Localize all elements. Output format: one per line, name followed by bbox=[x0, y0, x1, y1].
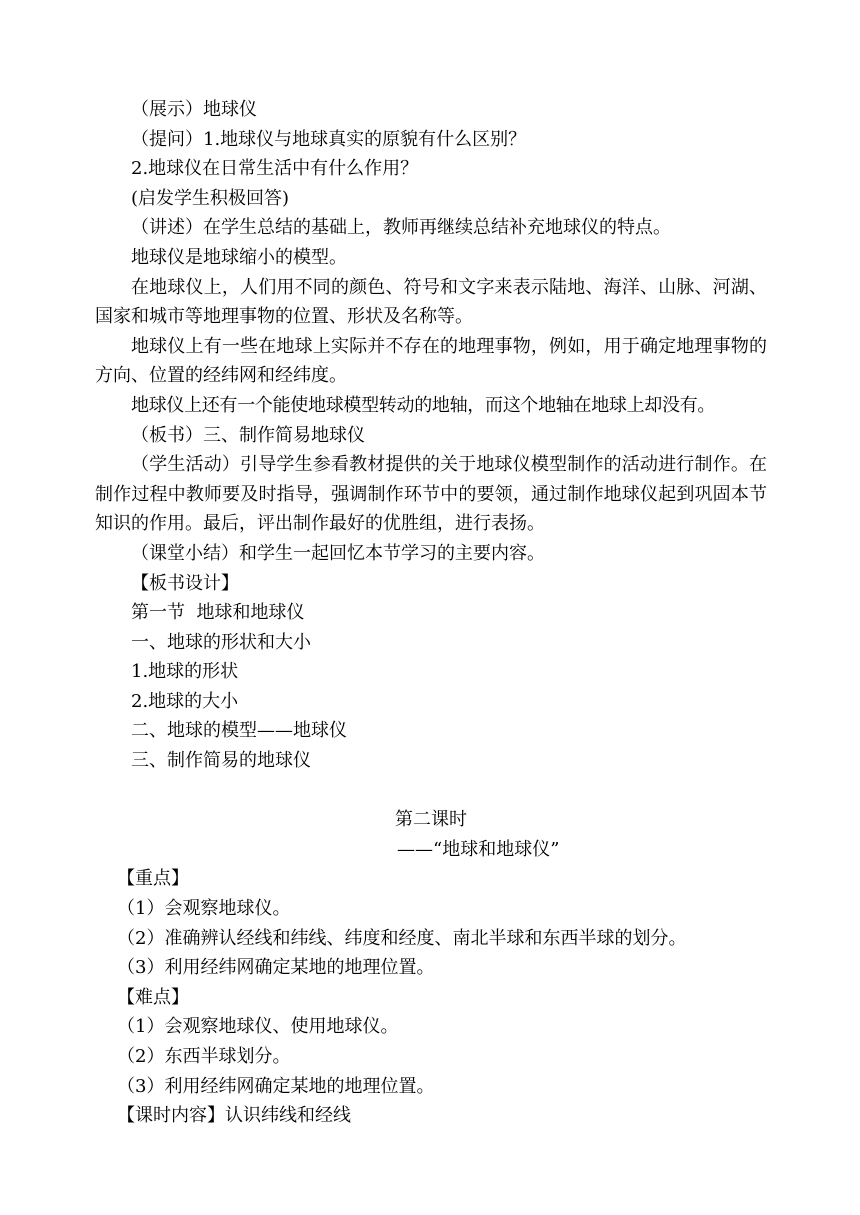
list-item: （1）会观察地球仪。 bbox=[117, 898, 291, 920]
paragraph: （学生活动）引导学生参看教材提供的关于地球仪模型制作的活动进行制作。在制作过程中教师要及时指导，强调制作环节中的要领，通过制作地球仪起到巩固本节知识的作用。最后，评出制作最好的优胜组，进行表扬。 bbox=[95, 454, 767, 535]
board-line: 第一节 地球和地球仪 bbox=[131, 602, 305, 624]
list-item: （2）东西半球划分。 bbox=[117, 1046, 291, 1067]
paragraph: (启发学生积极回答) bbox=[131, 187, 290, 209]
board-line: 2.地球的大小 bbox=[131, 690, 239, 712]
lesson-title: 第二课时 bbox=[395, 809, 467, 831]
list-item: （3）利用经纬网确定某地的地理位置。 bbox=[117, 957, 435, 979]
lesson-content-heading: 【课时内容】认识纬线和经线 bbox=[117, 1105, 351, 1127]
difficulties-heading: 【难点】 bbox=[117, 986, 189, 1008]
list-item: （3）利用经纬网确定某地的地理位置。 bbox=[117, 1075, 435, 1097]
board-line: 三、制作简易的地球仪 bbox=[131, 750, 311, 772]
board-line: 1.地球的形状 bbox=[131, 661, 239, 683]
blank-line bbox=[95, 776, 767, 806]
key-points-heading: 【重点】 bbox=[117, 868, 189, 890]
board-line: 一、地球的形状和大小 bbox=[131, 631, 311, 653]
paragraph: 地球仪上有一些在地球上实际并不存在的地理事物，例如，用于确定地理事物的方向、位置的经纬网和经纬度。 bbox=[95, 335, 767, 387]
board-design-heading: 【板书设计】 bbox=[131, 572, 239, 594]
paragraph: （课堂小结）和学生一起回忆本节学习的主要内容。 bbox=[131, 542, 545, 564]
paragraph: 地球仪上还有一个能使地球模型转动的地轴，而这个地轴在地球上却没有。 bbox=[131, 394, 716, 416]
paragraph: 2.地球仪在日常生活中有什么作用？ bbox=[131, 158, 419, 180]
list-item: （1）会观察地球仪、使用地球仪。 bbox=[117, 1016, 399, 1038]
paragraph: （提问）1.地球仪与地球真实的原貌有什么区别？ bbox=[131, 128, 527, 150]
paragraph: 地球仪是地球缩小的模型。 bbox=[131, 246, 347, 268]
paragraph: （展示）地球仪 bbox=[131, 99, 257, 120]
board-line: 二、地球的模型——地球仪 bbox=[131, 720, 347, 742]
document-body bbox=[95, 95, 767, 1131]
paragraph: （板书）三、制作简易地球仪 bbox=[131, 424, 365, 446]
lesson-subtitle: ——“地球和地球仪” bbox=[397, 838, 560, 860]
list-item: （2）准确辨认经线和纬线、纬度和经度、南北半球和东西半球的划分。 bbox=[117, 927, 687, 949]
paragraph: （讲述）在学生总结的基础上，教师再继续总结补充地球仪的特点。 bbox=[131, 217, 671, 239]
paragraph: 在地球仪上，人们用不同的颜色、符号和文字来表示陆地、海洋、山脉、河湖、国家和城市等地理事物的位置、形状及名称等。 bbox=[95, 276, 767, 328]
